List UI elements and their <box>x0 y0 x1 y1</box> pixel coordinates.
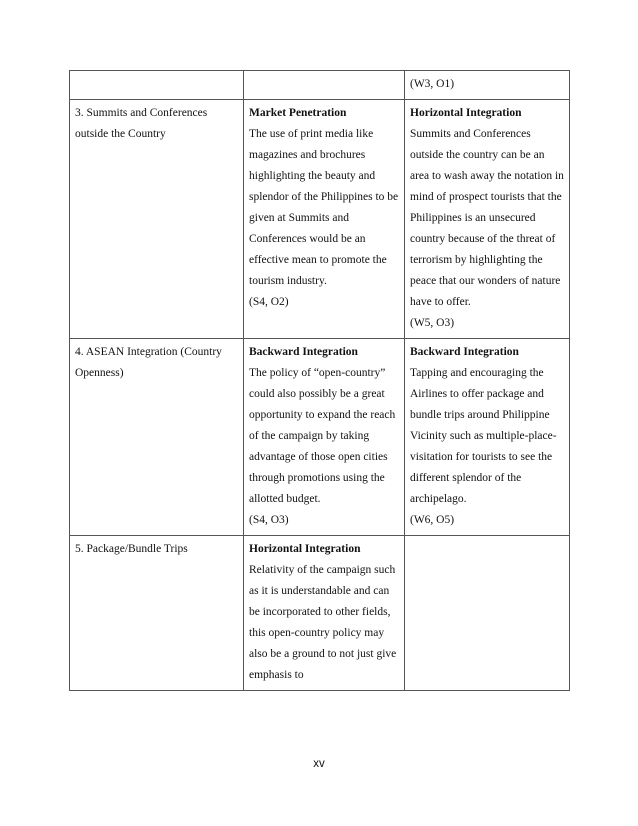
strategy-cell <box>405 339 570 536</box>
strategy-title: Backward Integration <box>410 346 519 358</box>
strategy-title: Horizontal Integration <box>249 543 361 555</box>
table-row <box>70 100 570 339</box>
strategy-text: Relativity of the campaign such as it is understandable and can be incorporated to other fields, this open-country policy may also be a ground to not just give emphasis to <box>249 564 397 681</box>
strategy-text: The policy of “open-country” could also possibly be a great opportunity to expand the reach of the campaign by taking advantage of those open cities through promotions using the allotted budget. <box>249 367 396 505</box>
factor-cell: 4. ASEAN Integration (Country Openness) <box>70 339 244 536</box>
table-row <box>70 536 570 691</box>
strategy-cell <box>405 71 570 100</box>
strategy-title: Horizontal Integration <box>410 107 522 119</box>
table-row <box>70 71 570 100</box>
strategy-text: The use of print media like magazines and brochures highlighting the beauty and splendor of the Philippines to be given at Summits and Conferences would be an effective mean to promote the tourism industry. <box>249 128 399 287</box>
strategy-code: (W5, O3) <box>410 317 455 329</box>
factor-cell: 5. Package/Bundle Trips <box>70 536 244 691</box>
strategy-title: Backward Integration <box>249 346 358 358</box>
strategy-cell <box>405 536 570 691</box>
strategy-cell <box>244 339 405 536</box>
strategy-matrix-table <box>69 70 570 691</box>
factor-cell: 3. Summits and Conferences outside the Country <box>70 100 244 339</box>
strategy-cell <box>244 536 405 691</box>
strategy-text: Summits and Conferences outside the country can be an area to wash away the notation in mind of prospect tourists that the Philippines is an unsecured country because of the threat of terrorism by highlighting the peace that our wonders of nature have to offer. <box>410 128 564 308</box>
factor-cell <box>70 71 244 100</box>
strategy-code: (W3, O1) <box>410 78 455 90</box>
strategy-cell <box>244 71 405 100</box>
strategy-code: (S4, O2) <box>249 296 289 308</box>
page-number: xv <box>313 758 325 770</box>
table-row <box>70 339 570 536</box>
strategy-text: Tapping and encouraging the Airlines to offer package and bundle trips around Philippine Vicinity such as multiple-place-visitation for tourists to see the different splendor of the archipelago. <box>410 367 557 505</box>
strategy-cell <box>244 100 405 339</box>
strategy-code: (W6, O5) <box>410 514 455 526</box>
strategy-code: (S4, O3) <box>249 514 289 526</box>
strategy-cell <box>405 100 570 339</box>
strategy-title: Market Penetration <box>249 107 347 119</box>
